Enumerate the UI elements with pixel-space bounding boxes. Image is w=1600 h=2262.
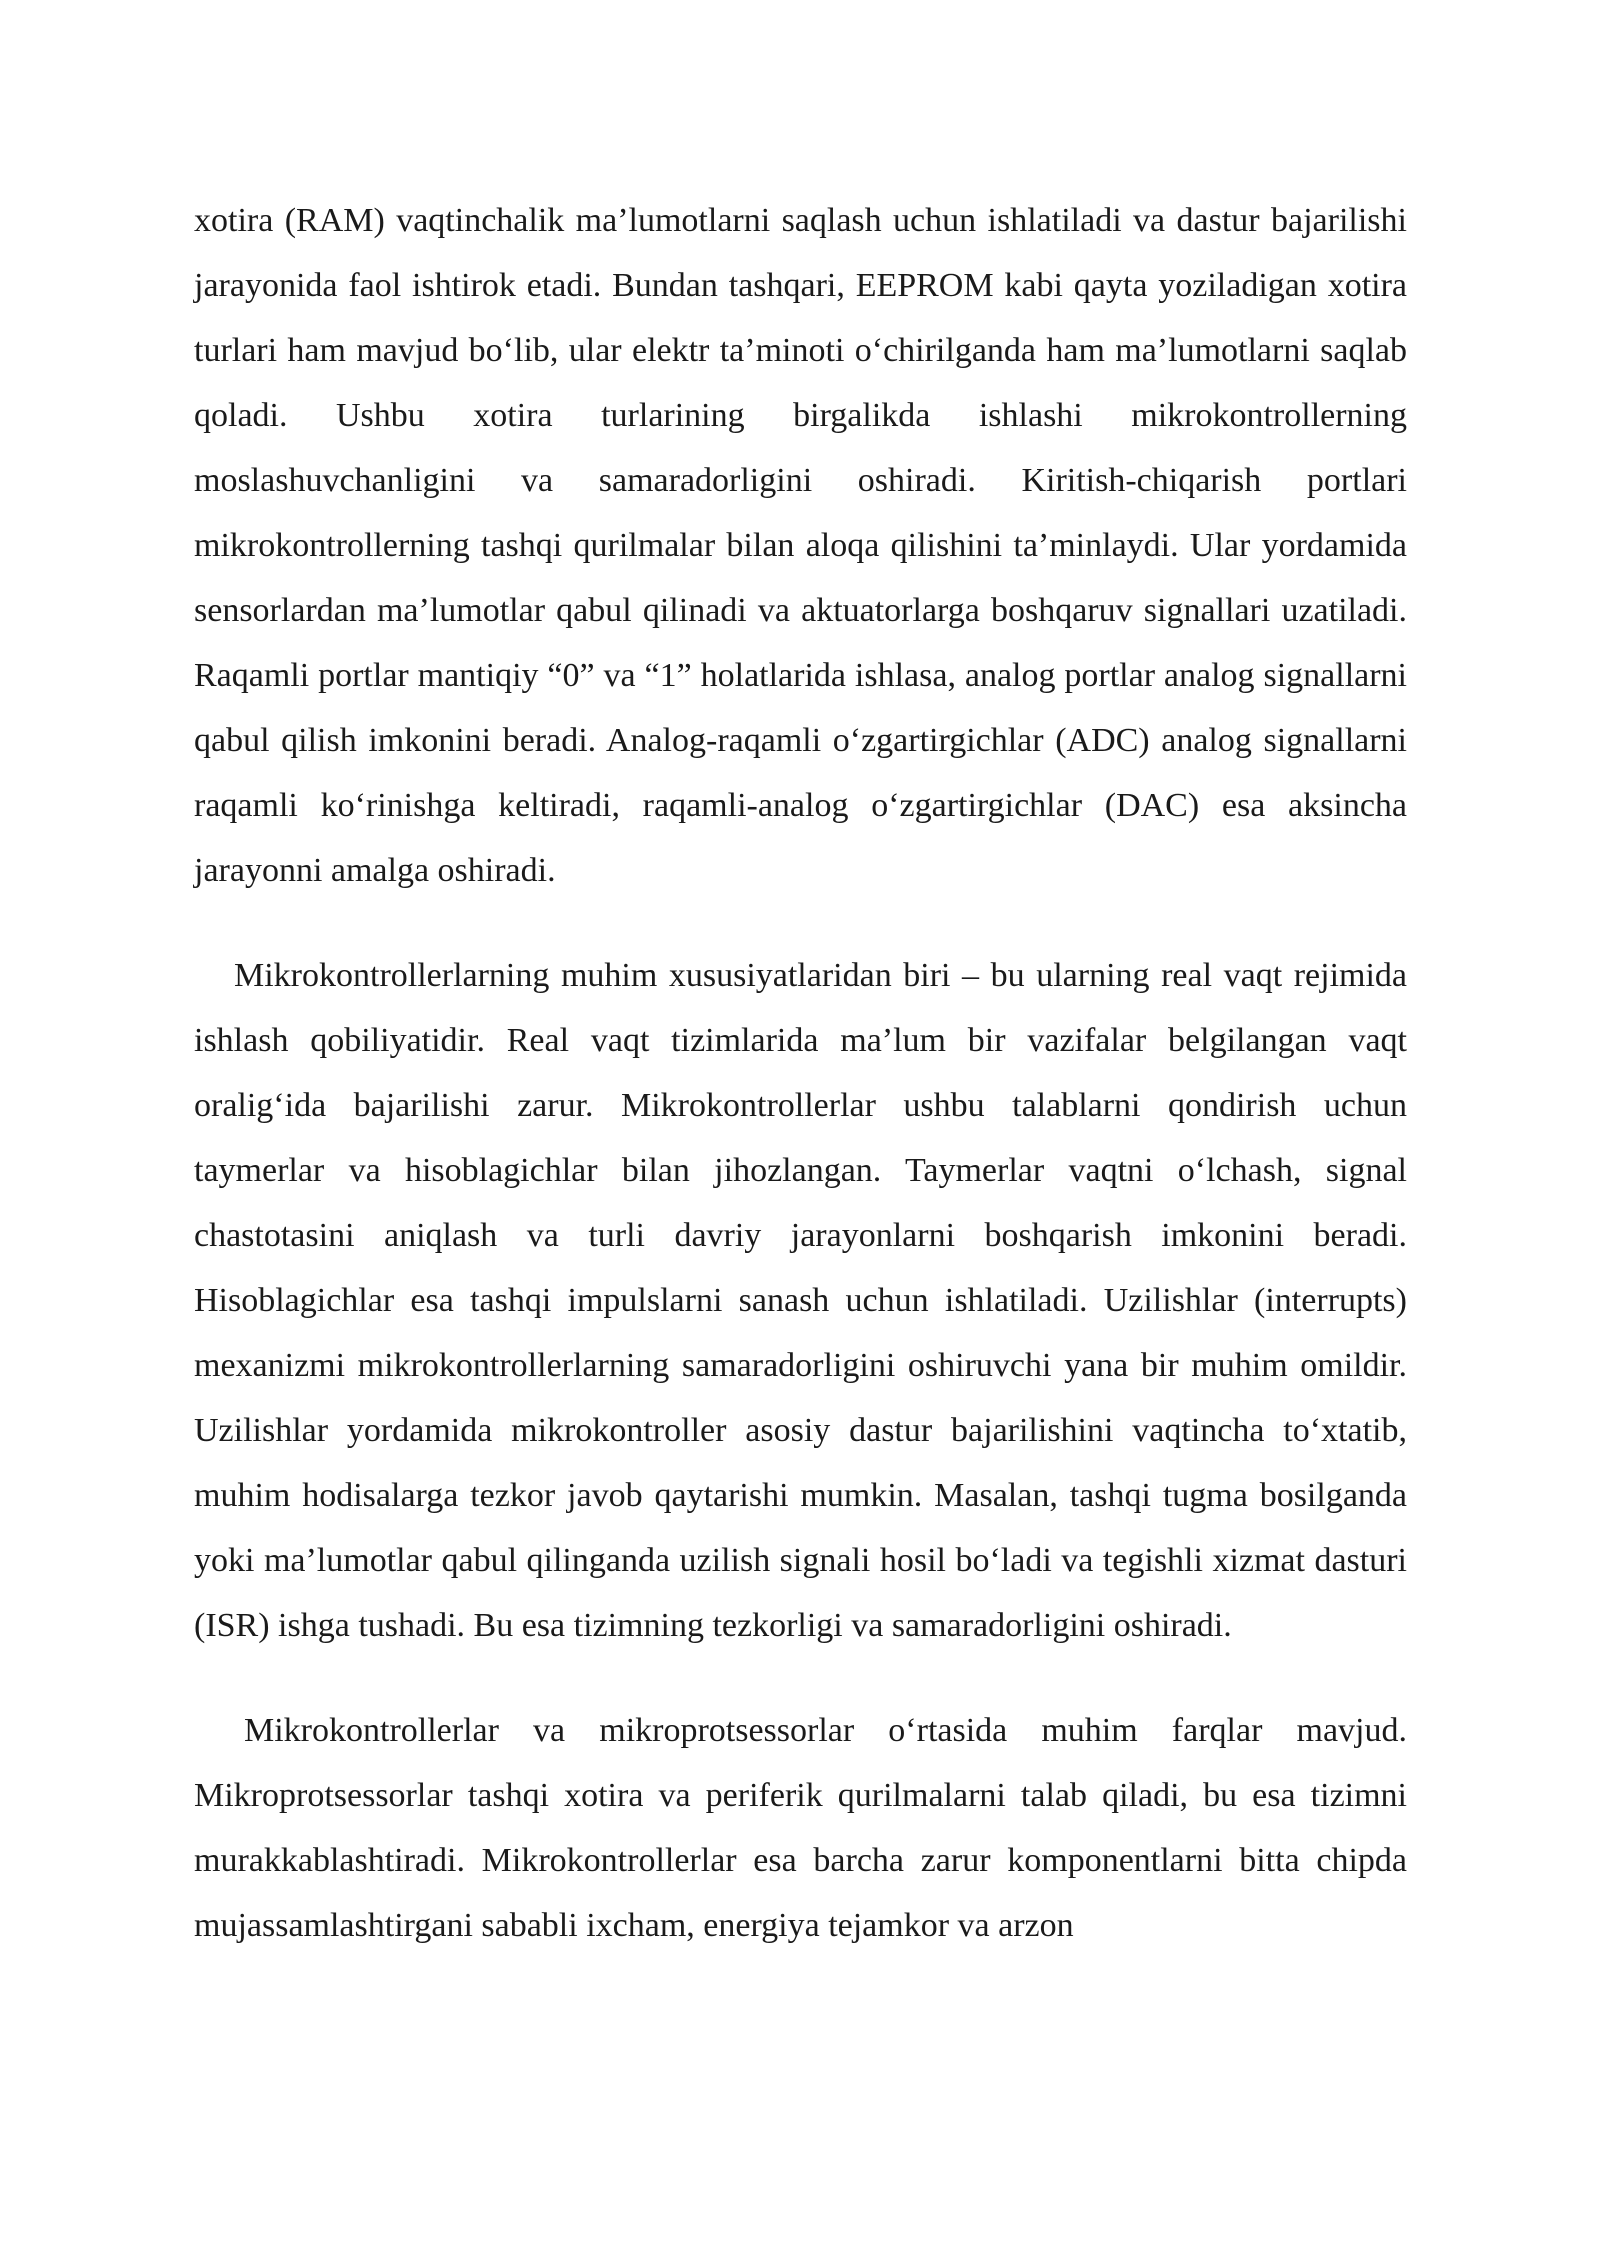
paragraph-memory-ports: xotira (RAM) vaqtinchalik ma’lumotlarni saqlash uchun ishlatiladi va dastur bajarilishi jarayonida faol ishtirok etadi. Bundan tashqari, EEPROM kabi qayta yoziladigan xotira turlari ham mavjud bo‘lib, ular elektr ta’minoti o‘chirilganda ham ma’lumotlarni saqlab qoladi. Ushbu xotira turlarining birgalikda ishlashi mikrokontrollerning moslashuvchanligini va samaradorligini oshiradi. Kiritish-chiqarish portlari mikrokontrollerning tashqi qurilmalar bilan aloqa qilishini ta’minlaydi. Ular yordamida sensorlardan ma’lumotlar qabul qilinadi va aktuatorlarga boshqaruv signallari uzatiladi. Raqamli portlar mantiqiy “0” va “1” holatlarida ishlasa, analog portlar analog signallarni qabul qilish imkonini beradi. Analog-raqamli o‘zgartirgichlar (ADC) analog signallarni raqamli ko‘rinishga keltiradi, raqamli-analog o‘zgartirgichlar (DAC) esa aksincha jarayonni amalga oshiradi. <box>194 202 1407 889</box>
paragraph-real-time: Mikrokontrollerlarning muhim xususiyatlaridan biri – bu ularning real vaqt rejimida ishlash qobiliyatidir. Real vaqt tizimlarida ma’lum bir vazifalar belgilangan vaqt oralig‘ida bajarilishi zarur. Mikrokontrollerlar ushbu talablarni qondirish uchun taymerlar va hisoblagichlar bilan jihozlangan. Taymerlar vaqtni o‘lchash, signal chastotasini aniqlash va turli davriy jarayonlarni boshqarish imkonini beradi. Hisoblagichlar esa tashqi impulslarni sanash uchun ishlatiladi. Uzilishlar (interrupts) mexanizmi mikrokontrollerlarning samaradorligini oshiruvchi yana bir muhim omildir. Uzilishlar yordamida mikrokontroller asosiy dastur bajarilishini vaqtincha to‘xtatib, muhim hodisalarga tezkor javob qaytarishi mumkin. Masalan, tashqi tugma bosilganda yoki ma’lumotlar qabul qilinganda uzilish signali hosil bo‘ladi va tegishli xizmat dasturi (ISR) ishga tushadi. Bu esa tizimning tezkorligi va samaradorligini oshiradi. <box>194 957 1407 1644</box>
body-text <box>194 188 1407 1958</box>
paragraph-mcu-vs-mpu: Mikrokontrollerlar va mikroprotsessorlar o‘rtasida muhim farqlar mavjud. Mikroprotsessorlar tashqi xotira va periferik qurilmalarni talab qiladi, bu esa tizimni murakkablashtiradi. Mikrokontrollerlar esa barcha zarur komponentlarni bitta chipda mujassamlashtirgani sababli ixcham, energiya tejamkor va arzon <box>194 1712 1407 1944</box>
